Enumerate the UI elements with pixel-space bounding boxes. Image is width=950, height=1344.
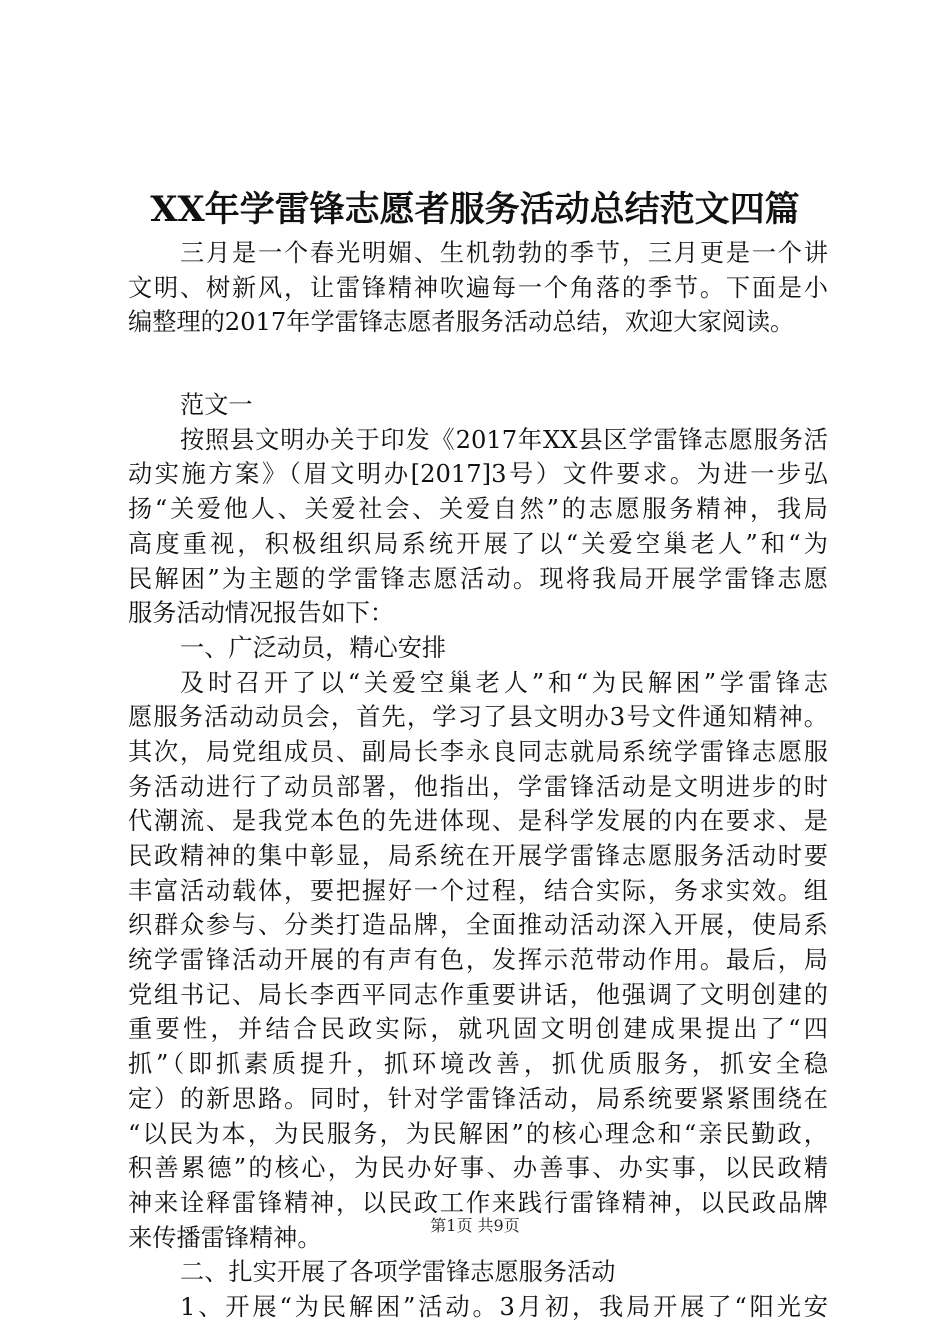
paragraph-line: 愿服务活动动员会，首先，学习了县文明办3号文件通知精神。 <box>128 703 828 732</box>
paragraph-line: 1、开展“为民解困”活动。3月初，我局开展了“阳光安 <box>180 1292 828 1321</box>
section-heading: 二、扎实开展了各项学雷锋志愿服务活动 <box>180 1258 616 1287</box>
paragraph-line: 来传播雷锋精神。 <box>128 1223 322 1252</box>
paragraph-line: 党组书记、局长李西平同志作重要讲话，他强调了文明创建的 <box>128 980 828 1009</box>
paragraph-line: 编整理的2017年学雷锋志愿者服务活动总结，欢迎大家阅读。 <box>128 308 795 337</box>
document-title: XX年学雷锋志愿者服务活动总结范文四篇 <box>150 189 800 230</box>
document-body <box>128 236 828 1325</box>
paragraph-line: 民政精神的集中彰显，局系统在开展学雷锋志愿服务活动时要 <box>128 842 828 870</box>
paragraph-line: 文明、树新风，让雷锋精神吹遍每一个角落的季节。下面是小 <box>128 273 828 302</box>
paragraph-line: 代潮流、是我党本色的先进体现、是科学发展的内在要求、是 <box>128 807 828 836</box>
paragraph-line: 重要性，并结合民政实际，就巩固文明创建成果提出了“四 <box>128 1015 828 1044</box>
paragraph-line: 丰富活动载体，要把握好一个过程，结合实际，务求实效。组 <box>128 876 828 905</box>
paragraph-line: 民解困”为主题的学雷锋志愿活动。现将我局开展学雷锋志愿 <box>128 564 828 593</box>
paragraph-line: 按照县文明办关于印发《2017年XX县区学雷锋志愿服务活 <box>180 425 828 454</box>
paragraph-line: 统学雷锋活动开展的有声有色，发挥示范带动作用。最后，局 <box>128 946 828 975</box>
page-number-footer: 第1页 共9页 <box>430 1216 520 1235</box>
paragraph-line: 及时召开了以“关爱空巢老人”和“为民解困”学雷锋志 <box>180 668 828 697</box>
paragraph-line: 神来诠释雷锋精神，以民政工作来践行雷锋精神，以民政品牌 <box>128 1188 828 1217</box>
paragraph-line: 务活动进行了动员部署，他指出，学雷锋活动是文明进步的时 <box>128 772 828 801</box>
paragraph-line: 动实施方案》（眉文明办[2017]3号）文件要求。为进一步弘 <box>128 460 828 489</box>
section-heading: 范文一 <box>180 391 253 420</box>
section-heading: 一、广泛动员，精心安排 <box>180 633 447 662</box>
paragraph-line: 抓”（即抓素质提升，抓环境改善，抓优质服务，抓安全稳 <box>128 1050 828 1079</box>
paragraph-line: 积善累德”的核心，为民办好事、办善事、办实事，以民政精 <box>128 1154 828 1183</box>
paragraph-line: 服务活动情况报告如下： <box>128 599 395 628</box>
paragraph-line: 扬“关爱他人、关爱社会、关爱自然”的志愿服务精神，我局 <box>128 495 828 524</box>
paragraph-line: 其次，局党组成员、副局长李永良同志就局系统学雷锋志愿服 <box>128 737 828 766</box>
blank-line <box>128 340 828 388</box>
paragraph-line: 三月是一个春光明媚、生机勃勃的季节，三月更是一个讲 <box>180 239 828 267</box>
paragraph-line: 织群众参与、分类打造品牌，全面推动活动深入开展，使局系 <box>128 911 828 940</box>
paragraph-line: “以民为本，为民服务，为民解困”的核心理念和“亲民勤政， <box>128 1119 828 1148</box>
paragraph-line: 高度重视，积极组织局系统开展了以“关爱空巢老人”和“为 <box>128 529 828 558</box>
paragraph-line: 定）的新思路。同时，针对学雷锋活动，局系统要紧紧围绕在 <box>128 1084 828 1113</box>
